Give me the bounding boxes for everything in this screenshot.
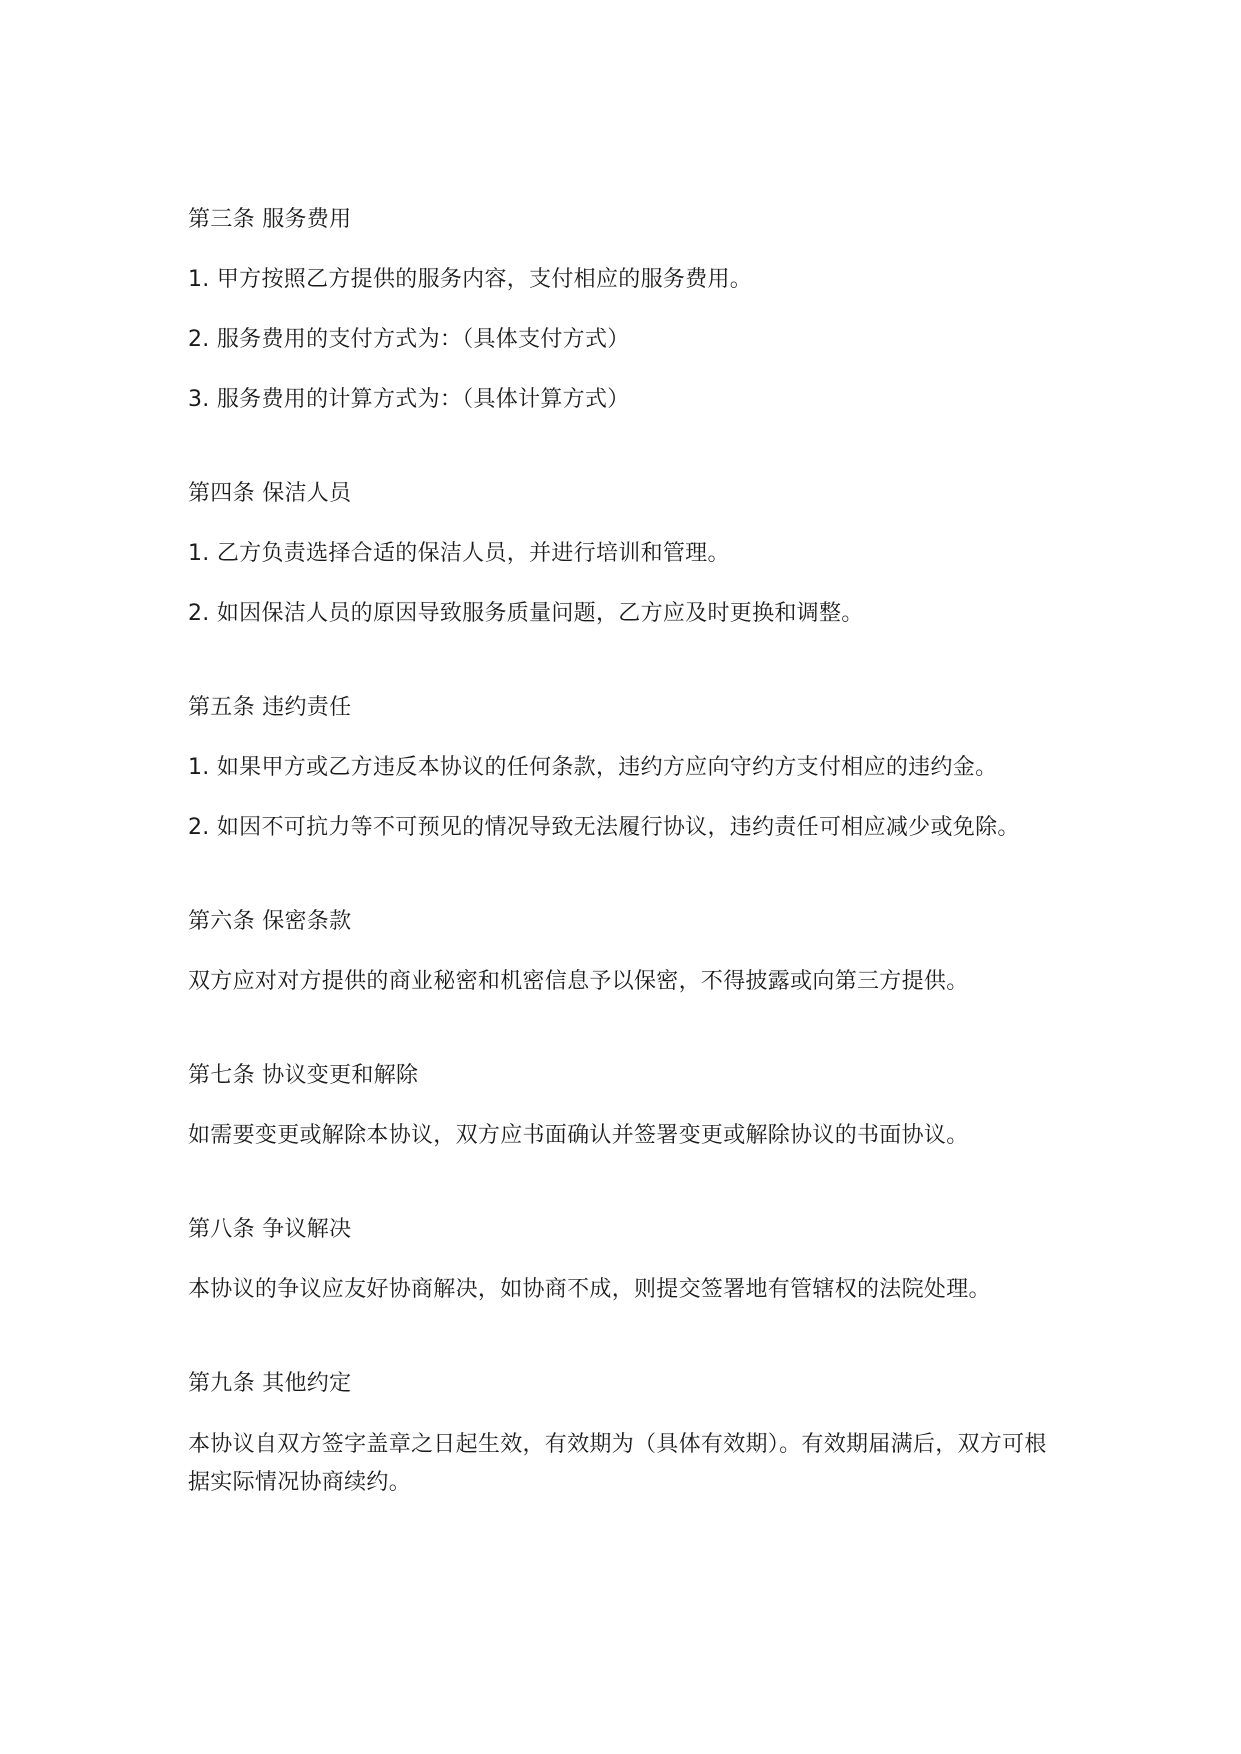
clause-paragraph: 2. 如因不可抗力等不可预见的情况导致无法履行协议，违约责任可相应减少或免除。 (188, 815, 1020, 840)
section-article-4 (188, 476, 1068, 632)
section-heading: 第七条 协议变更和解除 (188, 1063, 419, 1088)
section-article-5 (188, 690, 1068, 846)
clause-paragraph: 2. 服务费用的支付方式为：（具体支付方式） (188, 327, 630, 352)
section-heading: 第八条 争议解决 (188, 1217, 352, 1242)
clause-paragraph: 1. 如果甲方或乙方违反本协议的任何条款，违约方应向守约方支付相应的违约金。 (188, 755, 998, 780)
clause-paragraph: 双方应对对方提供的商业秘密和机密信息予以保密，不得披露或向第三方提供。 (188, 969, 969, 994)
section-article-9 (188, 1366, 1068, 1502)
document-body (188, 202, 1068, 1560)
section-heading: 第四条 保洁人员 (188, 481, 352, 506)
clause-paragraph: 本协议的争议应友好协商解决，如协商不成，则提交签署地有管辖权的法院处理。 (188, 1277, 991, 1302)
section-heading: 第六条 保密条款 (188, 909, 352, 934)
section-heading: 第九条 其他约定 (188, 1371, 352, 1396)
clause-paragraph: 1. 乙方负责选择合适的保洁人员，并进行培训和管理。 (188, 541, 730, 566)
clause-paragraph: 2. 如因保洁人员的原因导致服务质量问题，乙方应及时更换和调整。 (188, 601, 864, 626)
clause-paragraph: 1. 甲方按照乙方提供的服务内容，支付相应的服务费用。 (188, 267, 753, 292)
clause-paragraph: 如需要变更或解除本协议，双方应书面确认并签署变更或解除协议的书面协议。 (188, 1123, 969, 1148)
section-article-6 (188, 904, 1068, 1000)
section-article-8 (188, 1212, 1068, 1308)
section-article-3 (188, 202, 1068, 418)
clause-paragraph: 本协议自双方签字盖章之日起生效，有效期为（具体有效期）。有效期届满后，双方可根据实际情况协商续约。 (188, 1432, 1047, 1495)
section-heading: 第五条 违约责任 (188, 695, 352, 720)
section-heading: 第三条 服务费用 (188, 207, 352, 232)
section-article-7 (188, 1058, 1068, 1154)
clause-paragraph: 3. 服务费用的计算方式为：（具体计算方式） (188, 387, 630, 412)
